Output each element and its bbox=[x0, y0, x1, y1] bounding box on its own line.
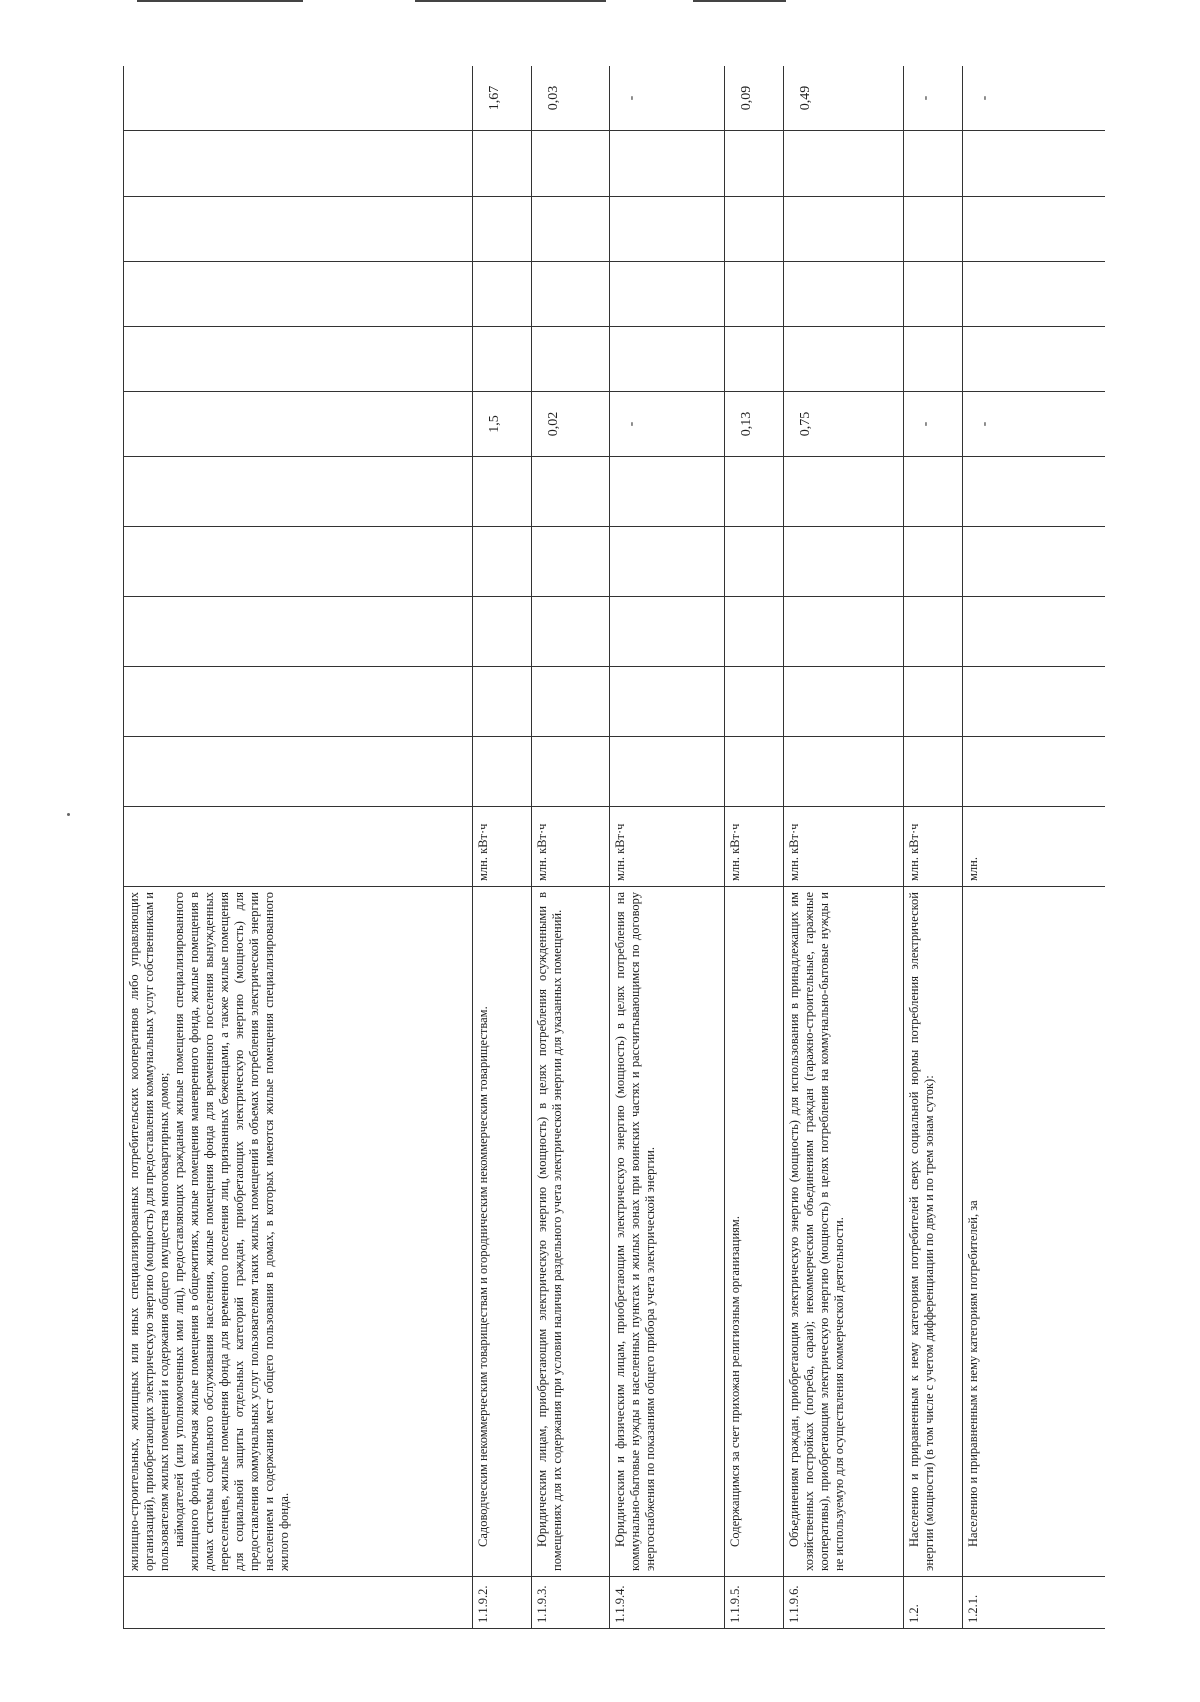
empty-cell bbox=[963, 262, 1106, 327]
unit-cell: млн. bbox=[963, 807, 1106, 887]
empty-cell bbox=[124, 527, 473, 597]
description-paragraph: Юридическим лицам, приобретающим электрическую энергию (мощность) в целях потребления осужденными в помещениях для их содержания при условии наличия раздельного учета электрической энергии для указанных помещений. bbox=[535, 892, 564, 1571]
empty-cell bbox=[124, 737, 473, 807]
empty-cell bbox=[532, 667, 610, 737]
description-paragraph: жилищно-строительных, жилищных или иных специализированных потребительских кооперативов либо управляющих организаций), приобретающих электрическую энергию (мощность) для предоставления коммунальных услуг собственникам и пользователям жилых помещений и содержания общего имущества многоквартирных домов; bbox=[127, 892, 171, 1571]
row-number: 1.1.9.5. bbox=[725, 1577, 784, 1629]
unit-cell: млн. кВт·ч bbox=[725, 807, 784, 887]
top-rule-middle bbox=[415, 0, 606, 2]
empty-cell bbox=[904, 527, 963, 597]
empty-cell bbox=[904, 457, 963, 527]
tariff-balance-table bbox=[123, 66, 1105, 1629]
empty-cell bbox=[725, 737, 784, 807]
description-paragraph: Населению и приравненным к нему категориям потребителей сверх социальной нормы потребления электрической энергии (мощности) (в том числе с учетом дифференциации по двум и по трем зонам суток): bbox=[907, 892, 936, 1571]
empty-cell bbox=[784, 597, 904, 667]
table-row bbox=[473, 66, 532, 1629]
empty-cell bbox=[725, 667, 784, 737]
empty-cell bbox=[784, 262, 904, 327]
empty-cell bbox=[532, 262, 610, 327]
description-paragraph: наймодателей (или уполномоченных ими лиц), предоставляющих гражданам жилые помещения специализированного жилищного фонда, включая жилые помещения в общежитиях, жилые помещения маневренного фонда, жилые помещения в домах системы социального обслуживания населения, жилые помещения фонда для временного поселения вынужденных переселенцев, жилые помещения фонда для временного поселения лиц, признанных беженцами, а также жилые помещения для социальной защиты отдельных категорий граждан, приобретающих электрическую энергию (мощность) для предоставления коммунальных услуг пользователям таких жилых помещений в объемах потребления электрической энергии населением и содержания мест общего пользования в домах, в которых имеются жилые помещения специализированного жилого фонда. bbox=[172, 892, 291, 1571]
empty-cell bbox=[963, 597, 1106, 667]
row-number: 1.2. bbox=[904, 1577, 963, 1629]
value-cell-fact: - bbox=[904, 66, 963, 131]
row-number: 1.2.1. bbox=[963, 1577, 1106, 1629]
table-row bbox=[725, 66, 784, 1629]
rotated-table-container bbox=[123, 66, 1105, 1629]
row-description bbox=[963, 887, 1106, 1577]
empty-cell bbox=[963, 197, 1106, 262]
unit-cell: млн. кВт·ч bbox=[784, 807, 904, 887]
unit-cell: млн. кВт·ч bbox=[904, 807, 963, 887]
empty-cell bbox=[532, 131, 610, 197]
empty-cell bbox=[963, 327, 1106, 392]
description-paragraph: Содержащимся за счет прихожан религиозным организациям. bbox=[728, 1216, 742, 1547]
rotated-table-page bbox=[123, 66, 1105, 1629]
empty-cell bbox=[473, 327, 532, 392]
row-description bbox=[532, 887, 610, 1577]
value-cell-fact: 0,03 bbox=[532, 66, 610, 131]
empty-cell bbox=[532, 597, 610, 667]
value-cell-plan: 0,75 bbox=[784, 392, 904, 457]
empty-cell bbox=[725, 197, 784, 262]
empty-cell bbox=[963, 527, 1106, 597]
empty-cell bbox=[725, 457, 784, 527]
row-number: 1.1.9.6. bbox=[784, 1577, 904, 1629]
empty-cell bbox=[473, 527, 532, 597]
empty-cell bbox=[784, 197, 904, 262]
table-row bbox=[610, 66, 725, 1629]
empty-cell bbox=[963, 667, 1106, 737]
empty-cell bbox=[784, 737, 904, 807]
empty-cell bbox=[532, 327, 610, 392]
empty-cell bbox=[904, 197, 963, 262]
empty-cell bbox=[784, 327, 904, 392]
empty-cell bbox=[784, 667, 904, 737]
empty-cell bbox=[610, 527, 725, 597]
description-paragraph: Садоводческим некоммерческим товариществам и огородническим некоммерческим товариществам. bbox=[476, 1006, 490, 1547]
empty-cell bbox=[473, 597, 532, 667]
table-row bbox=[963, 66, 1106, 1629]
table-row bbox=[784, 66, 904, 1629]
empty-cell bbox=[784, 457, 904, 527]
table-row bbox=[532, 66, 610, 1629]
row-description bbox=[124, 887, 473, 1577]
empty-cell bbox=[963, 457, 1106, 527]
empty-cell bbox=[904, 597, 963, 667]
unit-cell: млн. кВт·ч bbox=[473, 807, 532, 887]
empty-cell bbox=[473, 131, 532, 197]
empty-cell bbox=[124, 597, 473, 667]
empty-cell bbox=[532, 197, 610, 262]
description-paragraph: Объединениям граждан, приобретающим электрическую энергию (мощность) для использования в принадлежащих им хозяйственных постройках (погреба, сараи); некоммерческим объединениям граждан (гаражно-строительные, гаражные кооперативы), приобретающим электрическую энергию (мощность) в целях потребления на коммунально-бытовые нужды и не используемую для осуществления коммерческой деятельности. bbox=[787, 892, 846, 1571]
table-row bbox=[904, 66, 963, 1629]
scan-speck bbox=[67, 813, 70, 816]
value-cell-fact: 0,49 bbox=[784, 66, 904, 131]
empty-cell bbox=[610, 597, 725, 667]
table-body bbox=[124, 66, 1106, 1629]
value-cell-fact bbox=[124, 66, 473, 131]
empty-cell bbox=[963, 131, 1106, 197]
top-rule-left bbox=[137, 0, 303, 2]
row-number: 1.1.9.3. bbox=[532, 1577, 610, 1629]
empty-cell bbox=[610, 327, 725, 392]
empty-cell bbox=[473, 262, 532, 327]
empty-cell bbox=[532, 527, 610, 597]
empty-cell bbox=[473, 737, 532, 807]
empty-cell bbox=[473, 197, 532, 262]
row-description bbox=[784, 887, 904, 1577]
row-description bbox=[610, 887, 725, 1577]
empty-cell bbox=[610, 262, 725, 327]
unit-cell bbox=[124, 807, 473, 887]
empty-cell bbox=[124, 457, 473, 527]
empty-cell bbox=[473, 667, 532, 737]
row-description bbox=[904, 887, 963, 1577]
row-number: 1.1.9.4. bbox=[610, 1577, 725, 1629]
unit-cell: млн. кВт·ч bbox=[610, 807, 725, 887]
empty-cell bbox=[904, 131, 963, 197]
empty-cell bbox=[532, 737, 610, 807]
value-cell-plan bbox=[124, 392, 473, 457]
empty-cell bbox=[610, 457, 725, 527]
empty-cell bbox=[610, 131, 725, 197]
value-cell-plan: 0,02 bbox=[532, 392, 610, 457]
empty-cell bbox=[124, 327, 473, 392]
value-cell-plan: - bbox=[610, 392, 725, 457]
value-cell-fact: - bbox=[963, 66, 1106, 131]
unit-cell: млн. кВт·ч bbox=[532, 807, 610, 887]
row-number bbox=[124, 1577, 473, 1629]
value-cell-plan: - bbox=[904, 392, 963, 457]
empty-cell bbox=[124, 197, 473, 262]
empty-cell bbox=[473, 457, 532, 527]
empty-cell bbox=[124, 667, 473, 737]
empty-cell bbox=[963, 737, 1106, 807]
empty-cell bbox=[610, 667, 725, 737]
empty-cell bbox=[784, 527, 904, 597]
table-row bbox=[124, 66, 473, 1629]
empty-cell bbox=[904, 737, 963, 807]
description-paragraph: Населению и приравненным к нему категориям потребителей, за bbox=[966, 1200, 980, 1547]
description-paragraph: Юридическим и физическим лицам, приобретающим электрическую энергию (мощность) в целях потребления на коммунально-бытовые нужды в населенных пунктах и жилых зонах при воинских частях и рассчитывающимся по договору энергоснабжения по показаниям общего прибора учета электрической энергии. bbox=[613, 892, 657, 1571]
empty-cell bbox=[725, 527, 784, 597]
empty-cell bbox=[532, 457, 610, 527]
top-rule-right bbox=[693, 0, 786, 2]
empty-cell bbox=[904, 667, 963, 737]
value-cell-fact: - bbox=[610, 66, 725, 131]
empty-cell bbox=[784, 131, 904, 197]
value-cell-plan: - bbox=[963, 392, 1106, 457]
empty-cell bbox=[725, 327, 784, 392]
row-number: 1.1.9.2. bbox=[473, 1577, 532, 1629]
value-cell-fact: 0,09 bbox=[725, 66, 784, 131]
value-cell-plan: 1,5 bbox=[473, 392, 532, 457]
empty-cell bbox=[610, 197, 725, 262]
empty-cell bbox=[725, 262, 784, 327]
empty-cell bbox=[610, 737, 725, 807]
empty-cell bbox=[725, 597, 784, 667]
empty-cell bbox=[725, 131, 784, 197]
value-cell-plan: 0,13 bbox=[725, 392, 784, 457]
empty-cell bbox=[124, 262, 473, 327]
row-description bbox=[473, 887, 532, 1577]
empty-cell bbox=[904, 327, 963, 392]
value-cell-fact: 1,67 bbox=[473, 66, 532, 131]
row-description bbox=[725, 887, 784, 1577]
empty-cell bbox=[124, 131, 473, 197]
empty-cell bbox=[904, 262, 963, 327]
